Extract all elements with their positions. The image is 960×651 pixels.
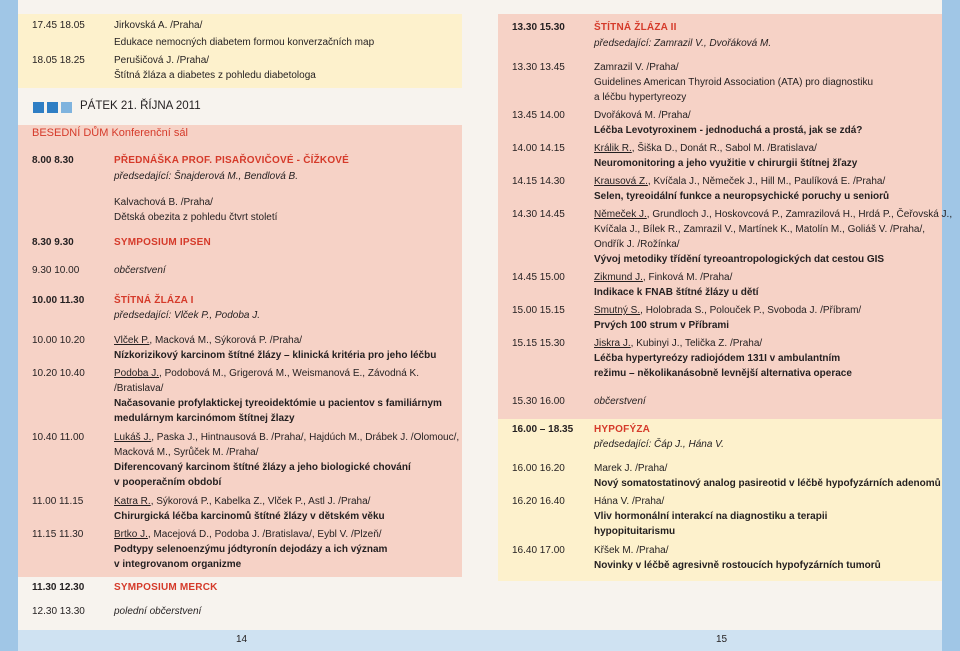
time: 11.00 11.15 [32,496,84,507]
left-bottom-strip [18,630,480,651]
time: 12.30 13.30 [32,606,85,617]
time: 13.45 14.00 [512,110,565,121]
presenter: Brtko J. [114,529,148,540]
coauthors: , Kvíčala J., Němeček J., Hill M., Paulíková E. /Praha/ [647,176,886,187]
time: 8.00 8.30 [32,155,74,166]
right-blue-strip [942,0,960,651]
talk-authors [114,335,302,346]
talk-title: Podtypy selenoenzýmu jódtyronín dejodázy a ich význam [114,544,388,555]
time: 16.40 17.00 [512,545,565,556]
talk-authors [594,272,732,283]
time: 16.20 16.40 [512,496,565,507]
coauthors: , Kubinyi J., Telička Z. /Praha/ [630,338,763,349]
symposium-title: SYMPOSIUM MERCK [114,582,218,593]
page-number: 15 [716,634,728,645]
talk-title: Guidelines American Thyroid Association (ATA) pro diagnostiku [594,77,874,88]
time: 14.45 15.00 [512,272,565,283]
time: 10.00 11.30 [32,295,85,306]
talk-title: Léčba Levotyroxinem - jednoduchá a prostá, jak se zdá? [594,125,863,136]
talk-title-cont: v integrovanom organizme [114,559,242,570]
break-label: občerstvení [114,265,166,276]
time: 10.40 11.00 [32,432,85,443]
chairs: předsedající: Zamrazil V., Dvořáková M. [594,38,772,49]
time: 13.30 15.30 [512,22,565,33]
right-page [480,0,960,651]
time: 13.30 13.45 [512,62,565,73]
talk-authors [114,432,459,443]
talk-authors [594,338,762,349]
time: 17.45 18.05 [32,20,85,31]
presenter: Lukáš J. [114,432,152,443]
talk-authors [114,368,419,379]
time: 8.30 9.30 [32,237,74,248]
talk-title-cont: hypopituitarismu [594,526,676,537]
talk-title: Selen, tyreoidální funkce a neuropsychické poruchy u seniorů [594,191,890,202]
talk-author: Perušičová J. /Praha/ [114,55,210,66]
talk-title: Prvých 100 strum v Příbrami [594,320,730,331]
time: 14.30 14.45 [512,209,565,220]
square-icon [47,102,58,113]
presenter: Katra R. [114,496,151,507]
talk-title: Vývoj metodiky třídění tyreoantropologických dat cestou GIS [594,254,885,265]
presenter: Podoba J. [114,368,160,379]
chairs: předsedající: Šnajderová M., Bendlová B. [114,171,298,182]
chairs: předsedající: Vlček P., Podoba J. [114,310,261,321]
talk-title: Novinky v léčbě agresivně rostoucích hypofyzárních tumorů [594,560,881,571]
time: 15.15 15.30 [512,338,565,349]
time: 14.15 14.30 [512,176,565,187]
talk-authors-cont: Kvíčala J., Bílek R., Zamrazil V., Martínek K., Matolín M., Goliáš V. /Praha/, [594,224,926,235]
talk-authors [594,143,817,154]
coauthors: , Macková M., Sýkorová P. /Praha/ [149,335,303,346]
page-number: 14 [236,634,248,645]
break-label: občerstvení [594,396,646,407]
talk-author: Dvořáková M. /Praha/ [594,110,691,121]
venue: BESEDNÍ DŮM Konferenční sál [32,127,188,139]
talk-title: Diferencovaný karcinom štítné žlázy a jeho biologické chování [114,462,411,473]
talk-title: Léčba hypertyreózy radiojódem 131I v ambulantním [594,353,841,364]
talk-authors-cont: Ondřík J. /Rožínka/ [594,239,680,250]
talk-author: Kalvachová B. /Praha/ [114,197,213,208]
break-label: polední občerstvení [114,606,202,617]
presenter: Němeček J. [594,209,647,220]
time: 15.00 15.15 [512,305,565,316]
talk-author: Křšek M. /Praha/ [594,545,669,556]
time: 18.05 18.25 [32,55,85,66]
lecture-title: PŘEDNÁŠKA PROF. PISAŘOVIČOVÉ - ČÍŽKOVÉ [114,155,350,166]
talk-title: Chirurgická léčba karcinomů štítné žlázy v dětském věku [114,511,385,522]
talk-authors [594,176,885,187]
talk-author: Zamrazil V. /Praha/ [594,62,679,73]
chairs: předsedající: Čáp J., Hána V. [594,439,724,450]
coauthors: , Macejová D., Podoba J. /Bratislava/, Eybl V. /Plzeň/ [147,529,382,540]
talk-title: Indikace k FNAB štítné žlázy u dětí [594,287,759,298]
talk-authors-cont: Macková M., Syrůček M. /Praha/ [114,447,259,458]
talk-author: Marek J. /Praha/ [594,463,668,474]
talk-title-cont: režimu – několikanásobně levnější alternativa operace [594,368,852,379]
section-title: HYPOFÝZA [594,424,651,435]
talk-author: Hána V. /Praha/ [594,496,665,507]
left-blue-strip [0,0,18,651]
talk-title: Vliv hormonální interakcí na diagnostiku a terapii [594,511,828,522]
presenter: Králik R. [594,143,632,154]
section-title: ŠTÍTNÁ ŽLÁZA I [114,295,194,306]
time: 9.30 10.00 [32,265,80,276]
talk-authors [114,529,382,540]
time: 16.00 – 18.35 [512,424,574,435]
presenter: Vlček P. [114,335,150,346]
square-icon [33,102,44,113]
talk-authors [114,496,370,507]
talk-title: Edukace nemocných diabetem formou konverzačních map [114,37,375,48]
talk-title: Nový somatostatinový analog pasireotid v léčbě hypofyzárních adenomů [594,478,941,489]
time: 10.00 10.20 [32,335,85,346]
coauthors: , Podobová M., Grigerová M., Weismanová E., Závodná K. [159,368,419,379]
presenter: Krausová Z. [594,176,648,187]
time: 15.30 16.00 [512,396,565,407]
coauthors: , Paska J., Hintnausová B. /Praha/, Hajdúch M., Drábek J. /Olomouc/, [151,432,460,443]
time: 16.00 16.20 [512,463,565,474]
talk-title: Štítná žláza a diabetes z pohledu diabetologa [114,70,316,81]
talk-authors [594,305,861,316]
talk-title: Dětská obezita z pohledu čtvrt století [114,212,278,223]
right-bottom-strip [480,630,942,651]
talk-title-cont: medulárnym karcinómom štítnej žlazy [114,413,295,424]
talk-authors-cont: /Bratislava/ [114,383,164,394]
coauthors: , Holobrada S., Polouček P., Svoboda J. /Příbram/ [640,305,862,316]
time: 11.30 12.30 [32,582,85,593]
talk-title: Nízkorizikový karcinom štítné žlázy – klinická kritéria pro jeho léčbu [114,350,437,361]
coauthors: , Šiška D., Donát R., Sabol M. /Bratislava/ [631,143,817,154]
talk-title: Neuromonitoring a jeho využitie v chirurgii štítnej žľazy [594,158,858,169]
day-heading: PÁTEK 21. ŘÍJNA 2011 [80,100,201,112]
talk-author: Jirkovská A. /Praha/ [114,20,203,31]
talk-authors [594,209,952,220]
coauthors: , Grundloch J., Hoskovcová P., Zamrazilová H., Hrdá P., Čeřovská J., [646,209,953,220]
coauthors: , Finková M. /Praha/ [642,272,733,283]
coauthors: , Sýkorová P., Kabelka Z., Vlček P., Astl J. /Praha/ [150,496,371,507]
time: 11.15 11.30 [32,529,84,540]
time: 14.00 14.15 [512,143,565,154]
presenter: Jiskra J. [594,338,631,349]
symposium-title: SYMPOSIUM IPSEN [114,237,211,248]
presenter: Zikmund J. [594,272,643,283]
time: 10.20 10.40 [32,368,85,379]
talk-title: Načasovanie profylaktickej tyreoidektómie u pacientov s familiárnym [114,398,442,409]
section-title: ŠTÍTNÁ ŽLÁZA II [594,22,677,33]
presenter: Smutný S. [594,305,641,316]
square-icon [61,102,72,113]
talk-title-cont: v pooperačním období [114,477,222,488]
talk-title-cont: a léčbu hypertyreozy [594,92,687,103]
